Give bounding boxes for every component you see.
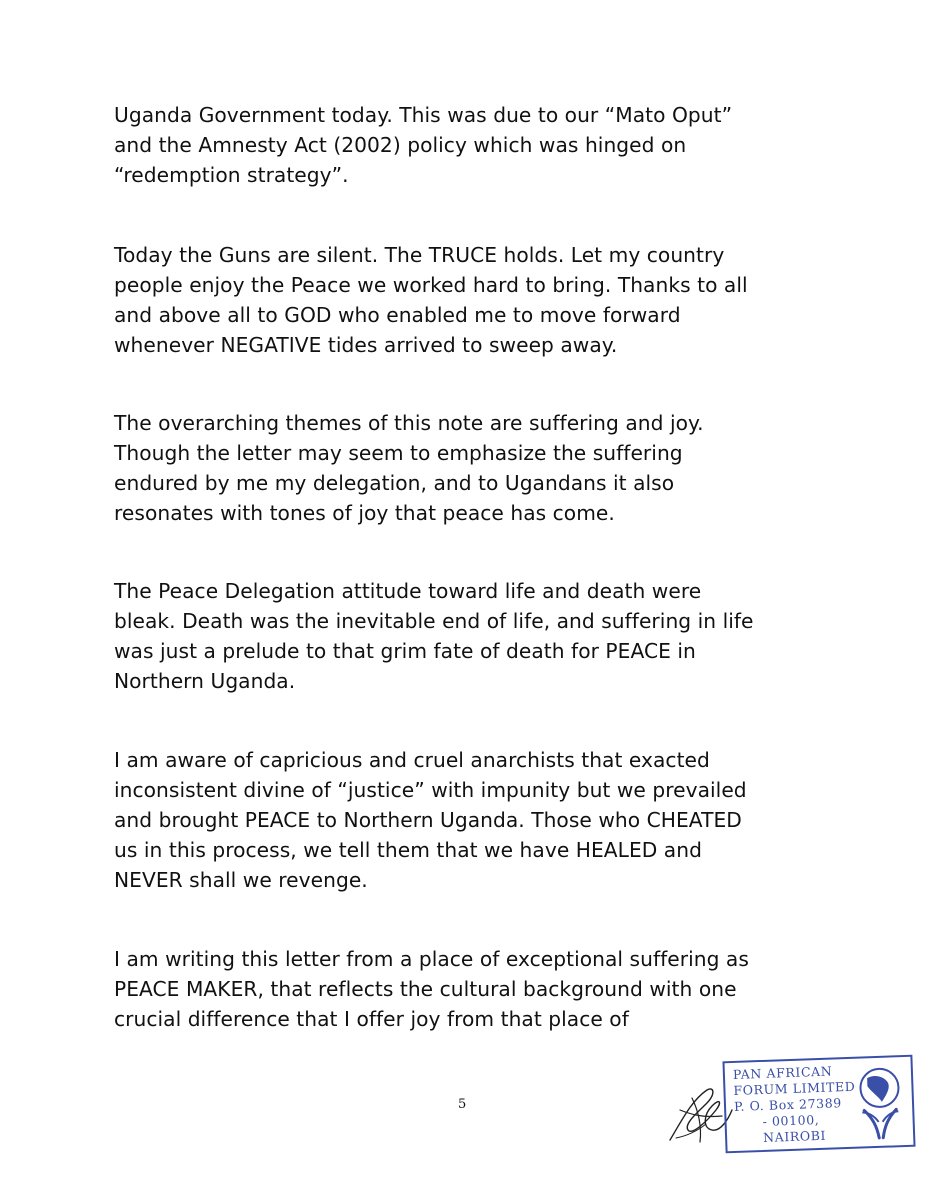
- stamp-line-1: PAN AFRICAN: [732, 1063, 833, 1082]
- paragraph-3: The overarching themes of this note are suffering and joy. Though the letter may seem to emphasize the suffering endured by me my delegation, and to Ugandans it also resonates with tones of joy that peace has come.: [114, 411, 704, 525]
- paragraph-4: The Peace Delegation attitude toward life and death were bleak. Death was the inevitable end of life, and suffering in life was just a prelude to that grim fate of death for PEACE in Northern Uganda.: [114, 579, 754, 693]
- paragraph-5: I am aware of capricious and cruel anarchists that exacted inconsistent divine of “justice” with impunity but we prevailed and brought PEACE to Northern Uganda. Those who CHEATED us in this process, we tell them that we have HEALED and NEVER shall we revenge.: [114, 748, 747, 892]
- paragraph-6: I am writing this letter from a place of exceptional suffering as PEACE MAKER, that reflects the cultural background with one crucial difference that I offer joy from that place of: [114, 947, 749, 1031]
- globe-logo-icon: [853, 1065, 908, 1143]
- paragraph-1: Uganda Government today. This was due to our “Mato Oput” and the Amnesty Act (2002) policy which was hinged on “redemption strategy”.: [114, 103, 733, 187]
- company-stamp: [722, 1055, 915, 1154]
- page-number: 5: [458, 1097, 467, 1112]
- stamp-line-2: FORUM LIMITED: [733, 1078, 856, 1098]
- stamp-text: [733, 1063, 858, 1147]
- stamp-line-4: - 00100,: [762, 1112, 820, 1129]
- stamp-line-3: P. O. Box 27389: [733, 1095, 843, 1114]
- stamp-line-5: NAIROBI: [762, 1127, 827, 1145]
- paragraph-2: Today the Guns are silent. The TRUCE holds. Let my country people enjoy the Peace we worked hard to bring. Thanks to all and above all to GOD who enabled me to move forward whenever NEGATIVE tides arrived to sweep away.: [114, 243, 748, 357]
